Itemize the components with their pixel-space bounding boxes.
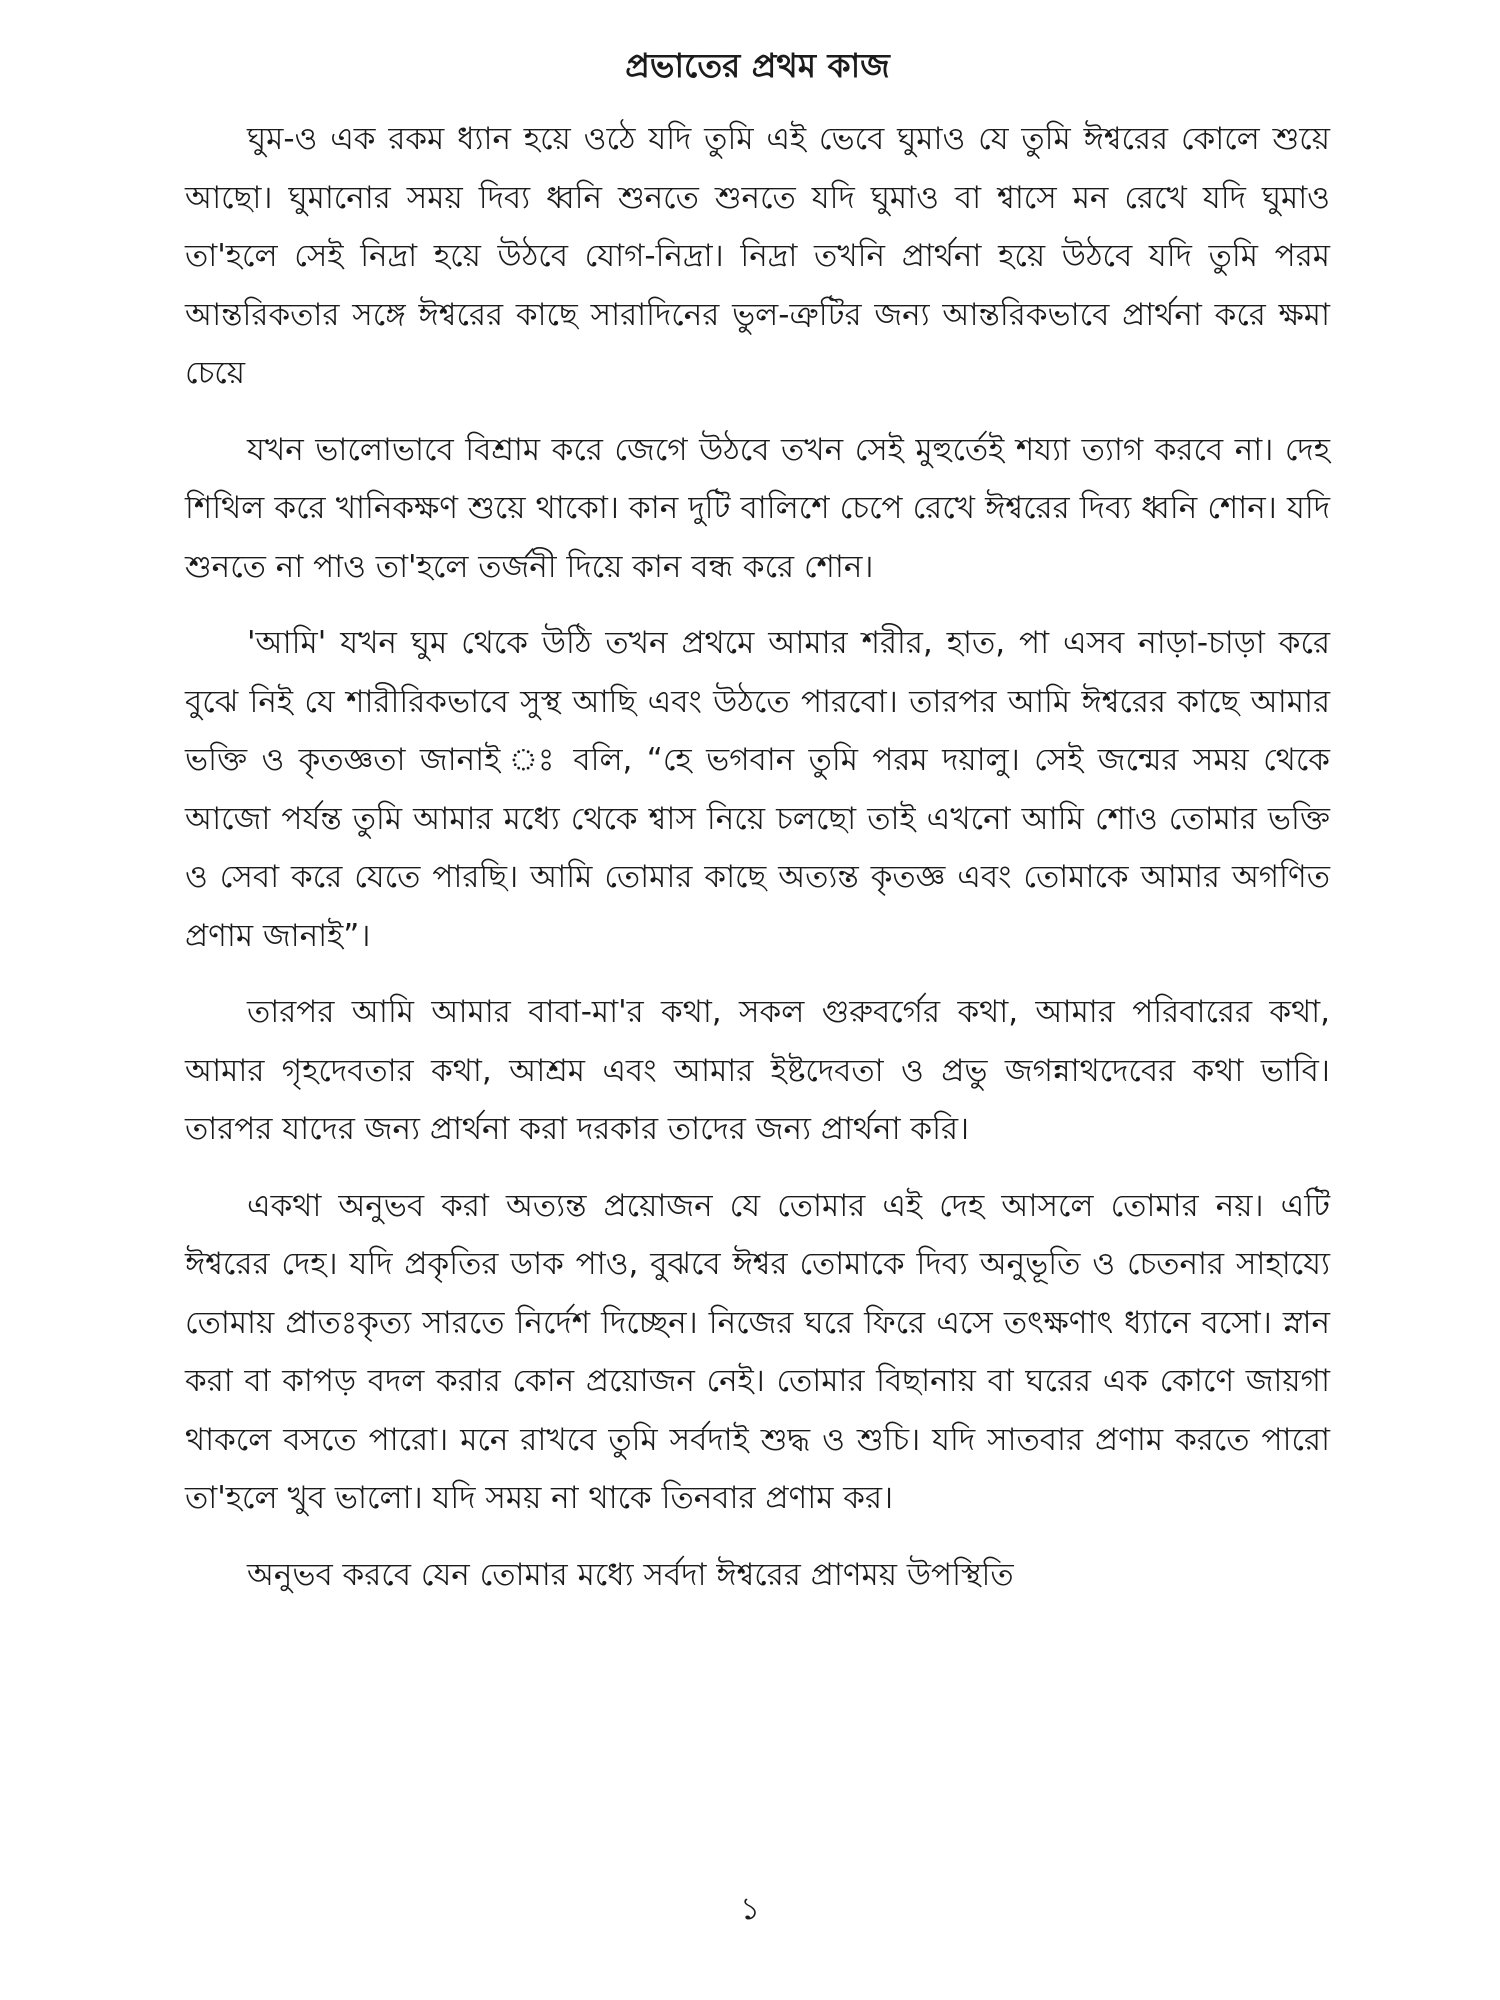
paragraph-6: অনুভব করবে যেন তোমার মধ্যে সর্বদা ঈশ্বরের প্রাণময় উপস্থিতি (247, 1556, 1014, 1593)
paragraph-3: 'আমি' যখন ঘুম থেকে উঠি তখন প্রথমে আমার শরীর, হাত, পা এসব নাড়া-চাড়া করে বুঝে নিই যে শারীরিকভাবে সুস্থ আছি এবং উঠতে পারবো। তারপর আমি ঈশ্বরের কাছে আমার ভক্তি ও কৃতজ্ঞতা জানাই ঃ বলি, “হে ভগবান তুমি পরম দয়ালু। সেই জন্মের সময় থেকে আজো পর্যন্ত তুমি আমার মধ্যে থেকে শ্বাস নিয়ে চলছো তাই এখনো আমি শোও তোমার ভক্তি ও সেবা করে যেতে পারছি। আমি তোমার কাছে অত্যন্ত কৃতজ্ঞ এবং তোমাকে আমার অগণিত প্রণাম জানাই”। (185, 625, 1330, 954)
document-page (185, 40, 1330, 1622)
paragraph-2: যখন ভালোভাবে বিশ্রাম করে জেগে উঠবে তখন সেই মুহুর্তেই শয্যা ত্যাগ করবে না। দেহ শিথিল করে খানিকক্ষণ শুয়ে থাকো। কান দুটি বালিশে চেপে রেখে ঈশ্বরের দিব্য ধ্বনি শোন। যদি শুনতে না পাও তা'হলে তর্জনী দিয়ে কান বন্ধ করে শোন। (185, 431, 1330, 585)
page-number: ১ (739, 1891, 761, 1927)
paragraph-1: ঘুম-ও এক রকম ধ্যান হয়ে ওঠে যদি তুমি এই ভেবে ঘুমাও যে তুমি ঈশ্বরের কোলে শুয়ে আছো। ঘুমানোর সময় দিব্য ধ্বনি শুনতে শুনতে যদি ঘুমাও বা শ্বাসে মন রেখে যদি ঘুমাও তা'হলে সেই নিদ্রা হয়ে উঠবে যোগ-নিদ্রা। নিদ্রা তখনি প্রার্থনা হয়ে উঠবে যদি তুমি পরম আন্তরিকতার সঙ্গে ঈশ্বরের কাছে সারাদিনের ভুল-ত্রুটির জন্য আন্তরিকভাবে প্রার্থনা করে ক্ষমা চেয়ে (185, 121, 1330, 391)
paragraph-5: একথা অনুভব করা অত্যন্ত প্রয়োজন যে তোমার এই দেহ আসলে তোমার নয়। এটি ঈশ্বরের দেহ। যদি প্রকৃতির ডাক পাও, বুঝবে ঈশ্বর তোমাকে দিব্য অনুভূতি ও চেতনার সাহায্যে তোমায় প্রাতঃকৃত্য সারতে নির্দেশ দিচ্ছেন। নিজের ঘরে ফিরে এসে তৎক্ষণাৎ ধ্যানে বসো। স্নান করা বা কাপড় বদল করার কোন প্রয়োজন নেই। তোমার বিছানায় বা ঘরের এক কোণে জায়গা থাকলে বসতে পারো। মনে রাখবে তুমি সর্বদাই শুদ্ধ ও শুচি। যদি সাতবার প্রণাম করতে পারো তা'হলে খুব ভালো। যদি সময় না থাকে তিনবার প্রণাম কর। (185, 1187, 1330, 1516)
paragraph-4: তারপর আমি আমার বাবা-মা'র কথা, সকল গুরুবর্গের কথা, আমার পরিবারের কথা, আমার গৃহদেবতার কথা, আশ্রম এবং আমার ইষ্টদেবতা ও প্রভু জগন্নাথদেবের কথা ভাবি। তারপর যাদের জন্য প্রার্থনা করা দরকার তাদের জন্য প্রার্থনা করি। (185, 994, 1330, 1147)
page-title: প্রভাতের প্রথম কাজ (625, 46, 890, 85)
